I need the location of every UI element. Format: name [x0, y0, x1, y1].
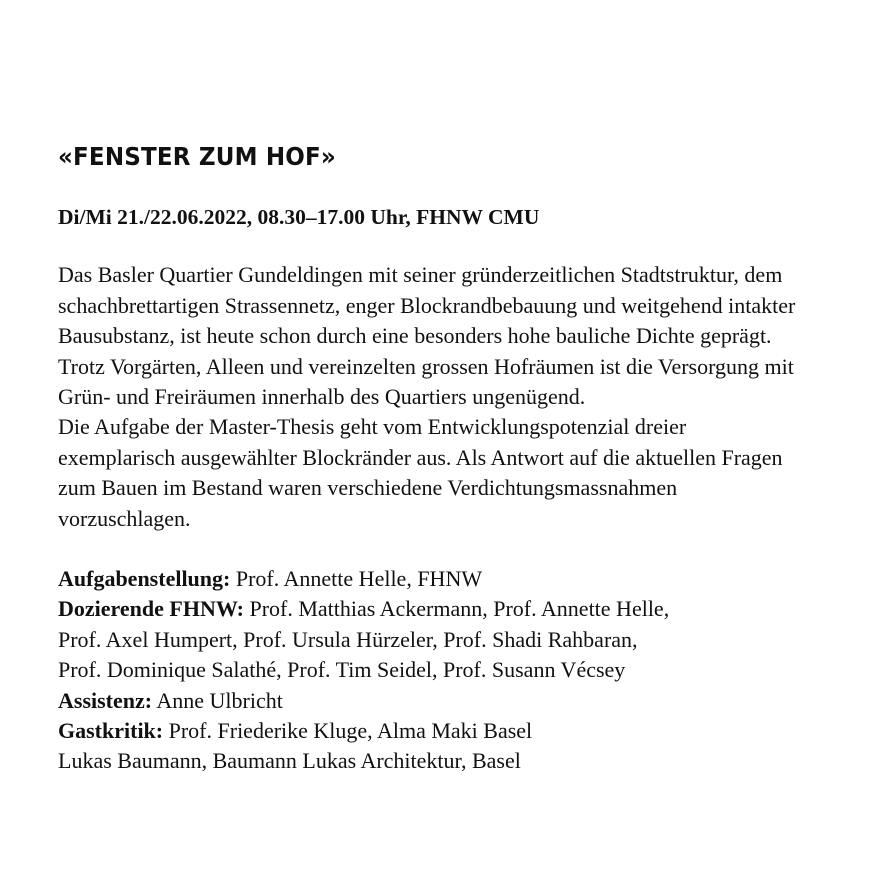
credit-line-dozierende-3: Prof. Dominique Salathé, Prof. Tim Seidel, Prof. Susann Vécsey [58, 657, 626, 683]
credit-value-dozierende: Prof. Matthias Ackermann, Prof. Annette Helle, [243, 596, 670, 622]
body-paragraph-2: Die Aufgabe der Master-Thesis geht vom Entwicklungspotenzial dreier exemplarisch ausgewählter Blockränder aus. Als Antwort auf die aktuellen Fragen zum Bauen im Bestand waren verschiedene Verdichtungsmassnahmen vorzuschlagen. [58, 414, 783, 531]
credit-line-dozierende [58, 594, 818, 624]
credit-line-gastkritik [58, 716, 818, 746]
credit-value-gastkritik: Prof. Friederike Kluge, Alma Maki Basel [163, 717, 533, 743]
credit-value-assistenz: Anne Ulbricht [152, 687, 283, 713]
credit-line-gastkritik-2: Lukas Baumann, Baumann Lukas Architektur, Basel [58, 748, 521, 774]
credit-label-aufgabenstellung: Aufgabenstellung: [58, 565, 231, 591]
credit-label-gastkritik: Gastkritik: [58, 717, 164, 743]
event-date-line: Di/Mi 21./22.06.2022, 08.30–17.00 Uhr, FHNW CMU [58, 204, 540, 229]
credit-line-aufgabenstellung [58, 564, 818, 594]
credits-block [58, 564, 818, 777]
body-paragraph-1: Das Basler Quartier Gundeldingen mit seiner gründerzeitlichen Stadtstruktur, dem schachbrettartigen Strassennetz, enger Blockrandbebauung und weitgehend intakter Bausubstanz, ist heute schon durch eine besonders hohe bauliche Dichte geprägt. Trotz Vorgärten, Alleen und vereinzelten grossen Hofräumen ist die Versorgung mit Grün- und Freiräumen innerhalb des Quartiers ungenügend. [58, 262, 796, 409]
document-content [58, 143, 818, 777]
page-title: «FENSTER ZUM HOF» [58, 142, 336, 171]
credit-line-assistenz [58, 686, 818, 716]
credit-line-dozierende-2: Prof. Axel Humpert, Prof. Ursula Hürzeler, Prof. Shadi Rahbaran, [58, 626, 638, 652]
credit-label-assistenz: Assistenz: [58, 687, 153, 713]
credit-value-aufgabenstellung: Prof. Annette Helle, FHNW [230, 565, 483, 591]
credit-label-dozierende: Dozierende FHNW: [58, 596, 244, 622]
